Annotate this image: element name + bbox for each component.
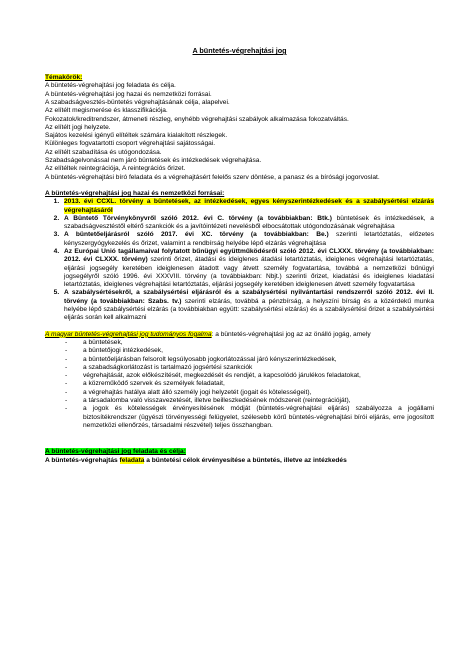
topic-item: Az elítélt megismerése és klasszifikációja.	[45, 107, 168, 115]
task-highlight: feladata	[119, 456, 145, 464]
source-item	[61, 248, 434, 289]
task-heading	[45, 448, 434, 456]
concept-paragraph	[45, 331, 434, 339]
sources-list	[45, 198, 434, 322]
topic-item: Fokozatok/kreditrendszer, átmeneti részleg, enyhébb végrehajtási szabályok alkalmazása fokozatváltás.	[45, 115, 349, 123]
topic-item: A büntetés-végrehajtási jog hazai és nemzetközi forrásai.	[45, 90, 212, 98]
concept-item: - a társadalomba való visszavezetését, illetve beilleszkedésének módszereit (reintegrációját),	[45, 397, 434, 405]
topics-list	[45, 82, 434, 182]
concept-item: - a végrehajtás hatálya alatt álló személy jogi helyzetét (jogait és kötelességeit),	[45, 389, 434, 397]
topics-heading-label: Témakörök:	[45, 74, 83, 82]
task-heading-label: A büntetés-végrehajtási jog feladata és célja:	[45, 448, 186, 456]
concept-item: - a büntetőjogi intézkedések,	[45, 347, 434, 355]
concept-item: - a szabadságkorlátozást is tartalmazó jogsértési szankciók	[45, 364, 434, 372]
concept-item: - a büntetőeljárásban felsorolt legsúlyosabb jogkorlátozással járó kényszerintézkedések,	[45, 356, 434, 364]
topic-item: A büntetés-végrehajtási jog feladata és célja.	[45, 82, 176, 90]
topic-item: Sajátos kezelési igényű elítéltek számára kialakított részlegek.	[45, 132, 228, 140]
topic-item: A szabadságvesztés-büntetés végrehajtásának célja, alapelvei.	[45, 98, 230, 106]
source-title: Az Európai Unió tagállamaival folytatott bűnügyi együttműködésről szóló 2012. évi CLXXX. törvény (a továbbiakban: 2012. évi CLXXX. törvény)	[64, 248, 434, 264]
concept-heading: A magyar büntetés-végrehajtási jog tudományos fogalma	[45, 330, 212, 338]
source-title: 2013. évi CCXL. törvény a büntetések, az intézkedések, egyes kényszerintézkedések és a szabálysértési elzárás végrehajtásáról	[64, 198, 434, 214]
topic-item: Az elítéltek reintegrációja, A reintegrációs őrizet.	[45, 165, 186, 173]
source-item	[61, 289, 434, 322]
task-text-end: a büntetési célok érvényesítése a büntetés, illetve az intézkedés	[144, 456, 347, 464]
source-title: A büntetőeljárásról szóló 2017. évi XC. törvény (a továbbiakban: Be.)	[64, 231, 329, 239]
concept-item: - végrehajtását, azok előkészítését, megkezdését és rendjét, a kapcsolódó járulékos feladatokat,	[45, 372, 434, 380]
topic-item: Az elítélt jogi helyzete.	[45, 123, 111, 131]
document-title: A büntetés-végrehajtási jog	[192, 46, 287, 55]
topic-item: Az elítélt szabadítása és utógondozása.	[45, 148, 162, 156]
source-scope: szerinti elzárás, továbbá a pénzbírság, a helyszíni bírság és a közérdekű munka helyébe lépő szabálysértési elzárás (a továbbiakban együtt: szabálysértési elzárás) és a szabálysértési őrizet a szabálysértési eljárás során kell alkalmazni	[64, 297, 435, 322]
source-title: A szabálysértésekről, a szabálysértési eljárásról és a szabálysértési nyilvántartási rendszerről szóló 2012. évi II. törvény (a továbbiakban: Szabs. tv.)	[64, 289, 434, 305]
topic-item: Szabadságelvonással nem járó büntetések és intézkedések végrehajtása.	[45, 157, 262, 165]
sources-heading: A büntetés-végrehajtási jog hazai és nemzetközi forrásai:	[45, 189, 225, 197]
concept-list	[45, 339, 434, 430]
topics-heading	[45, 74, 434, 82]
source-scope: szerinti őrizet, átadási és ideiglenes átadási letartóztatás, ideiglenes végrehajtási letartóztatás, eljárási jogsegély keretében ideiglenesen átadott vagy átvett személy fogvatartása, továbbá a nemzetközi bűnügyi jogsegélyről szóló 1996. évi XXXVIII. törvény (a továbbiakban: Nbjt.) szerinti őrizet, kiadatási és ideiglenes kiadatási letartóztatás, ideiglenes végrehajtási letartóztatás, eljárási jogsegély keretében ideiglenesen átvett személy fogvatartása	[64, 256, 435, 289]
topic-item: A büntetés-végrehajtási bíró feladata és a végrehajtásért felelős szerv döntése, a panasz és a bírósági jogorvoslat.	[45, 173, 380, 181]
source-item	[61, 215, 434, 232]
concept-item: - a közreműködő szervek és személyek feladatait,	[45, 380, 434, 388]
source-title: A Büntető Törvénykönyvről szóló 2012. évi C. törvény (a továbbiakban: Btk.)	[64, 214, 332, 222]
concept-item: - a büntetések,	[45, 339, 434, 347]
task-text-start: A büntetés-végrehajtás	[45, 456, 120, 464]
concept-intro: : a büntetés-végrehajtási jog az az önálló jogág, amely	[211, 330, 371, 338]
source-scope: büntetések és intézkedések, a szabadságvesztéstől eltérő szankciók és a javítóintézeti nevelésből elbocsátottak utógondozásának végrehajtása	[64, 214, 434, 231]
topic-item: Különleges fogvatartotti csoport végrehajtási sajátosságai.	[45, 140, 216, 148]
source-item	[61, 198, 434, 215]
concept-item: - a jogok és kötelességek érvényesítésének módját (büntetés-végrehajtási eljárás) szabályozza a jogállami biztosítékrendszer (ügyészi törvényességi felügyelet, szélesebb körű büntetés-végrehajtási bírói eljárás, erre jogosított nemzetközi ellenőrzés, társadalmi részvétel) teljes összhangban.	[45, 405, 434, 430]
task-paragraph	[45, 457, 434, 465]
source-scope: szerinti letartóztatás, előzetes kényszergyógykezelés és őrizet, valamint a rendbírság helyébe lépő elzárás végrehajtása	[64, 231, 434, 247]
source-item	[61, 231, 434, 248]
